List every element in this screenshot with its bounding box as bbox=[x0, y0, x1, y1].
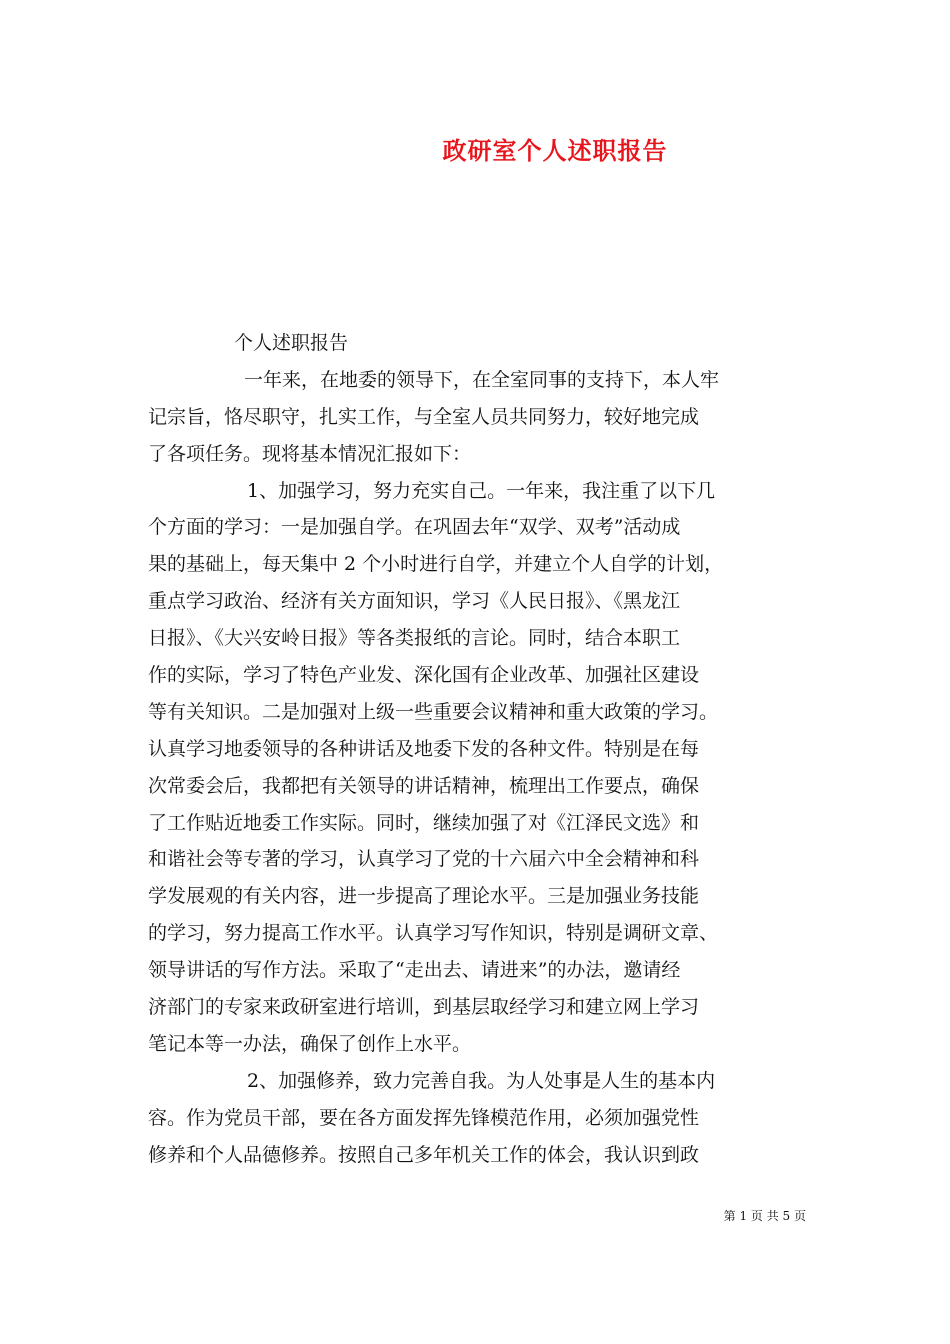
text-line: 重点学习政治、经济有关方面知识，学习《人民日报》、《黑龙江 bbox=[148, 590, 681, 613]
text-line: 认真学习地委领导的各种讲话及地委下发的各种文件。特别是在每 bbox=[148, 737, 700, 760]
text-line: 个人述职报告 bbox=[234, 332, 349, 354]
text-line: 学发展观的有关内容，进一步提高了理论水平。三是加强业务技能 bbox=[148, 885, 700, 908]
text-line: 修养和个人品德修养。按照自己多年机关工作的体会，我认识到政 bbox=[148, 1143, 700, 1166]
page-title: 政研室个人述职报告 bbox=[442, 136, 668, 165]
text-line: 了工作贴近地委工作实际。同时，继续加强了对《江泽民文选》和 bbox=[148, 811, 700, 834]
text-line: 作的实际，学习了特色产业发、深化国有企业改革、加强社区建设 bbox=[148, 664, 700, 687]
text-line: 领导讲话的写作方法。采取了“走出去、请进来”的办法，邀请经 bbox=[148, 959, 681, 982]
document-body bbox=[148, 325, 808, 1173]
text-line: 日报》、《大兴安岭日报》等各类报纸的言论。同时，结合本职工 bbox=[148, 627, 681, 650]
text-line: 容。作为党员干部，要在各方面发挥先锋模范作用，必须加强党性 bbox=[148, 1106, 700, 1129]
page-footer: 第 1 页 共 5 页 bbox=[723, 1209, 806, 1223]
text-line: 和谐社会等专著的学习，认真学习了党的十六届六中全会精神和科 bbox=[148, 848, 700, 871]
text-line: 笔记本等一办法，确保了创作上水平。 bbox=[148, 1032, 472, 1055]
text-line: 个方面的学习：一是加强自学。在巩固去年“双学、双考”活动成 bbox=[148, 516, 681, 539]
text-line: 了各项任务。现将基本情况汇报如下： bbox=[148, 442, 472, 465]
text-line: 2、加强修养，致力完善自我。为人处事是人生的基本内 bbox=[247, 1069, 716, 1092]
text-line: 果的基础上，每天集中 2 个小时进行自学，并建立个人自学的计划， bbox=[148, 553, 724, 576]
text-line: 一年来，在地委的领导下，在全室同事的支持下，本人牢 bbox=[244, 368, 720, 391]
text-line: 济部门的专家来政研室进行培训，到基层取经学习和建立网上学习 bbox=[148, 996, 700, 1019]
text-line: 记宗旨，恪尽职守，扎实工作，与全室人员共同努力，较好地完成 bbox=[148, 405, 700, 428]
text-line: 等有关知识。二是加强对上级一些重要会议精神和重大政策的学习。 bbox=[148, 700, 719, 723]
text-line: 的学习，努力提高工作水平。认真学习写作知识，特别是调研文章、 bbox=[148, 922, 719, 945]
text-line: 1、加强学习，努力充实自己。一年来，我注重了以下几 bbox=[247, 479, 716, 502]
text-line: 次常委会后，我都把有关领导的讲话精神，梳理出工作要点，确保 bbox=[148, 774, 700, 797]
